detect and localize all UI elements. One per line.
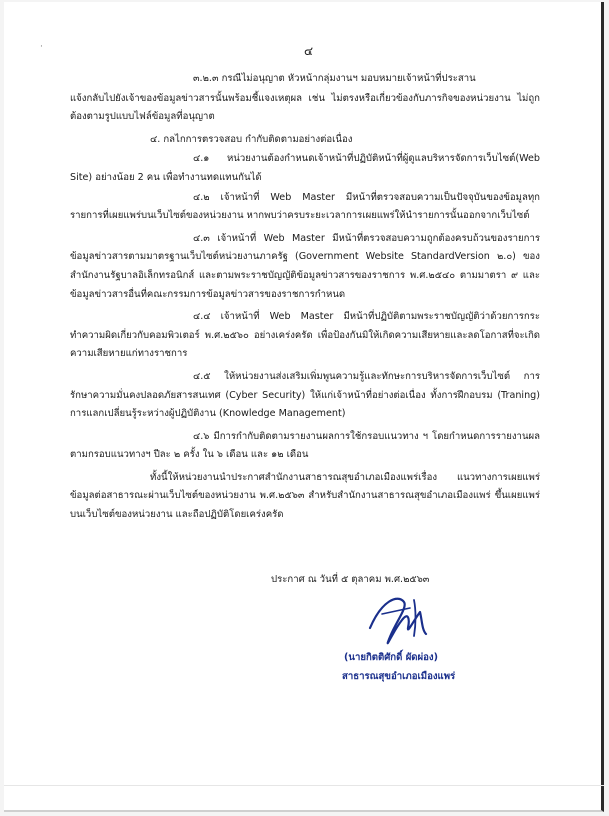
paragraph-3-2-3-first-line: ๓.๒.๓ กรณีไม่อนุญาต หัวหน้ากลุ่มงานฯ มอบหมายเจ้าหน้าที่ประสาน bbox=[193, 73, 476, 84]
section-4-heading: ๔. กลไกการตรวจสอบ กำกับติดตามอย่างต่อเนื่อง bbox=[150, 133, 353, 145]
closing-paragraph: ทั้งนี้ให้หน่วยงานนำประกาศสำนักงานสาธารณสุขอำเภอเมืองแพร่เรื่อง แนวทางการเผยแพร่ข้อมูลต่อสาธารณะผ่านเว็บไซต์ของหน่วยงาน พ.ศ.๒๕๖๓ สำหรับสำนักงานสาธารณสุขอำเภอเมืองแพร่ ขึ้นเผยแพร่บนเว็บไซต์ของหน่วยงาน และถือปฏิบัติโดยเคร่งครัด bbox=[70, 471, 540, 521]
item-4-4: ๔.๔ เจ้าหน้าที่ Web Master มีหน้าที่ปฏิบัติตามพระราชบัญญัติว่าด้วยการกระทำความผิดเกี่ยวกับคอมพิวเตอร์ พ.ศ.๒๕๖๐ อย่างเคร่งครัด เพื่อป้องกันมิให้เกิดความเสียหายและลดโอกาสที่จะเกิดความเสียหายแก่ทางราชการ bbox=[70, 311, 540, 360]
scan-fold-line bbox=[4, 785, 604, 786]
corner-mark: · bbox=[40, 42, 43, 52]
announcement-date: ประกาศ ณ วันที่ ๕ ตุลาคม พ.ศ.๒๕๖๓ bbox=[271, 574, 430, 585]
paragraph-3-2-3-continuation: แจ้งกลับไปยังเจ้าของข้อมูลข่าวสารนั้นพร้อมชี้แจงเหตุผล เช่น ไม่ตรงหรือเกี่ยวข้องกับภารกิจของหน่วยงาน ไม่ถูกต้องตามรูปแบบไฟล์ข้อมูลที่อนุญาต bbox=[70, 92, 540, 123]
item-4-5: ๔.๕ ให้หน่วยงานส่งเสริมเพิ่มพูนความรู้และทักษะการบริหารจัดการเว็บไซต์ การรักษาความมั่นคงปลอดภัยสารสนเทศ (Cyber Security) ให้แก่เจ้าหน้าที่อย่างต่อเนื่อง ทั้งการฝึกอบรม (Traning) การแลกเปลี่ยนรู้ระหว่างผู้ปฏิบัติงาน (Knowledge Management) bbox=[70, 370, 540, 420]
item-4-2: ๔.๒ เจ้าหน้าที่ Web Master มีหน้าที่ตรวจสอบความเป็นปัจจุบันของข้อมูลทุกรายการที่เผยแพร่บนเว็บไซต์ของหน่วยงาน หากพบว่าครบระยะเวลาการเผยแพร่ให้นำรายการนั้นออกจากเว็บไซต์ bbox=[70, 191, 540, 222]
page-number: ๔ bbox=[304, 44, 314, 58]
item-4-6: ๔.๖ มีการกำกับติดตามรายงานผลการใช้กรอบแนวทาง ฯ โดยกำหนดการรายงานผลตามกรอบแนวทางฯ ปีละ ๒ ครั้ง ใน ๖ เดือน และ ๑๒ เดือน bbox=[70, 430, 540, 461]
document-body bbox=[70, 70, 540, 526]
document-page bbox=[4, 2, 604, 812]
item-4-3: ๔.๓ เจ้าหน้าที่ Web Master มีหน้าที่ตรวจสอบความถูกต้องครบถ้วนของรายการข้อมูลข่าวสารตามมาตรฐานเว็บไซต์หน่วยงานภาครัฐ (Government Website StandardVersion ๒.๐) ของสำนักงานรัฐบาลอิเล็กทรอนิกส์ และตามพระราชบัญญัติข้อมูลข่าวสารของราชการ พ.ศ.๒๕๔๐ ตามมาตรา ๙ และข้อมูลข่าวสารอื่นที่คณะกรรมการข้อมูลข่าวสารของราชการกำหนด bbox=[70, 232, 540, 300]
signatory-name: (นายกิตติศักดิ์ ผัดผ่อง) bbox=[344, 652, 438, 663]
signatory-title: สาธารณสุขอำเภอเมืองแพร่ bbox=[342, 671, 456, 682]
handwritten-signature bbox=[364, 590, 434, 650]
item-4-1: ๔.๑ หน่วยงานต้องกำหนดเจ้าหน้าที่ปฏิบัติหน้าที่ผู้ดูแลบริหารจัดการเว็บไซต์(Web Site) อย่างน้อย 2 คน เพื่อทำงานทดแทนกันได้ bbox=[70, 153, 540, 183]
